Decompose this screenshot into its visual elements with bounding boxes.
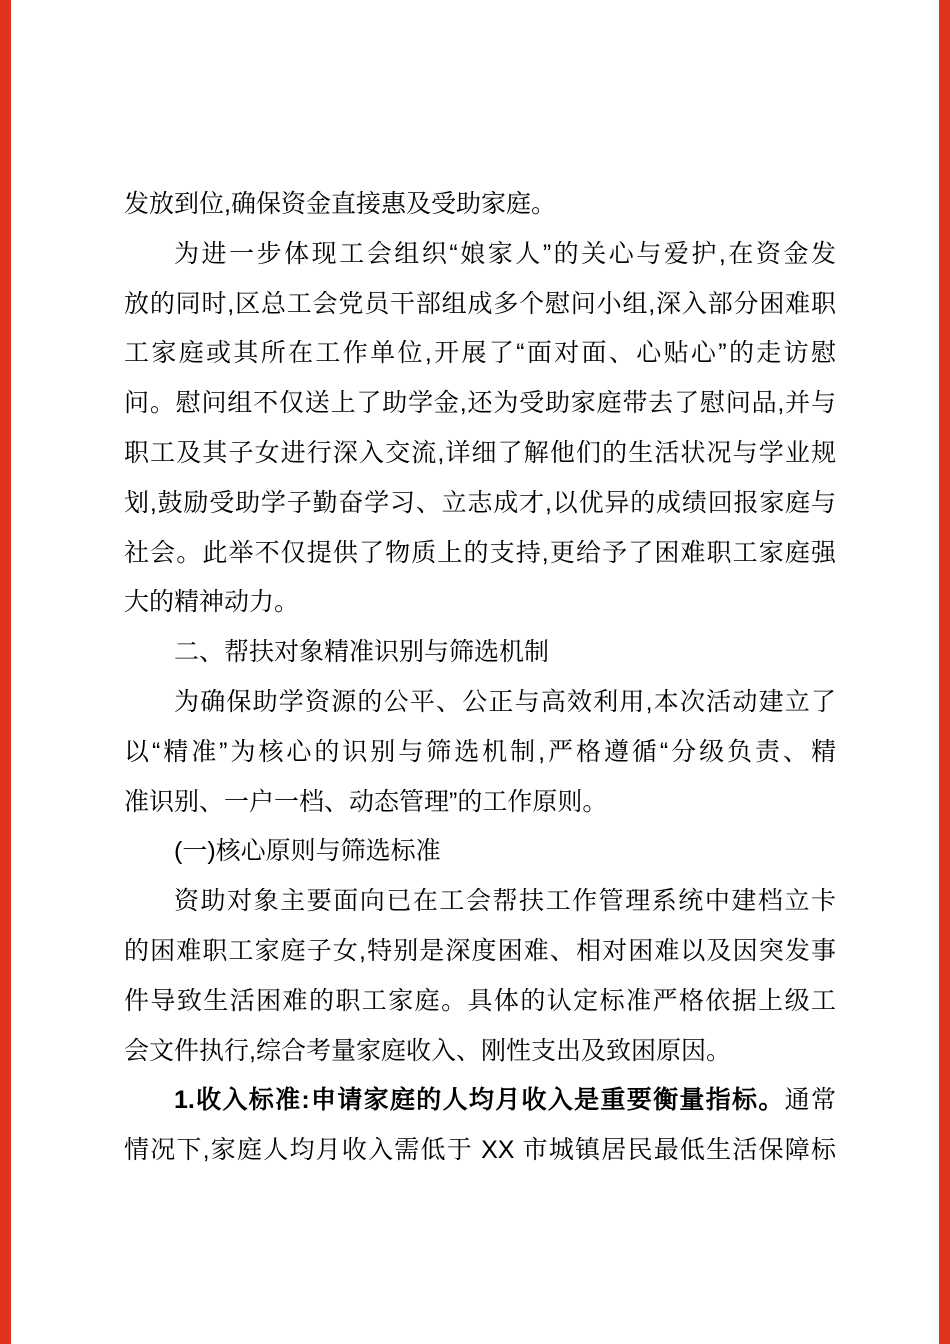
doc-line: 职工及其子女进行深入交流,详细了解他们的生活状况与学业规 [124,438,836,467]
doc-line: 以“精准”为核心的识别与筛选机制,严格遵循“分级负责、精 [124,737,836,766]
page-edge-bar-right [939,0,950,1344]
doc-line: 准识别、一户一档、动态管理”的工作原则。 [124,787,608,816]
doc-line: 会文件执行,综合考量家庭收入、刚性支出及致困原因。 [124,1036,731,1065]
doc-line: 问。慰问组不仅送上了助学金,还为受助家庭带去了慰问品,并与 [124,389,836,418]
doc-line: 件导致生活困难的职工家庭。具体的认定标准严格依据上级工 [124,986,836,1015]
subsection-heading: (一)核心原则与筛选标准 [174,837,441,866]
doc-line: 情况下,家庭人均月收入需低于 XX 市城镇居民最低生活保障标 [124,1136,836,1165]
doc-line: 工家庭或其所在工作单位,开展了“面对面、心贴心”的走访慰 [124,339,836,368]
document-page [124,180,836,1176]
doc-line: 资助对象主要面向已在工会帮扶工作管理系统中建档立卡 [174,887,836,916]
doc-line: 放的同时,区总工会党员干部组成多个慰问小组,深入部分困难职 [124,289,836,318]
doc-line: 发放到位,确保资金直接惠及受助家庭。 [124,190,556,218]
doc-line: 为进一步体现工会组织“娘家人”的关心与爱护,在资金发 [174,239,836,268]
doc-line-tail: 通常 [784,1086,836,1115]
doc-line-bold-lead: 1.收入标准:申请家庭的人均月收入是重要衡量指标。 [174,1086,785,1115]
doc-line [124,1076,836,1126]
doc-line: 社会。此举不仅提供了物质上的支持,更给予了困难职工家庭强 [124,538,836,567]
section-heading: 二、帮扶对象精准识别与筛选机制 [174,638,550,667]
doc-line: 的困难职工家庭子女,特别是深度困难、相对困难以及因突发事 [124,936,836,965]
doc-line: 划,鼓励受助学子勤奋学习、立志成才,以优异的成绩回报家庭与 [124,488,836,517]
doc-line: 为确保助学资源的公平、公正与高效利用,本次活动建立了 [174,687,836,716]
page-edge-bar-left [0,0,11,1344]
doc-line: 大的精神动力。 [124,588,300,617]
